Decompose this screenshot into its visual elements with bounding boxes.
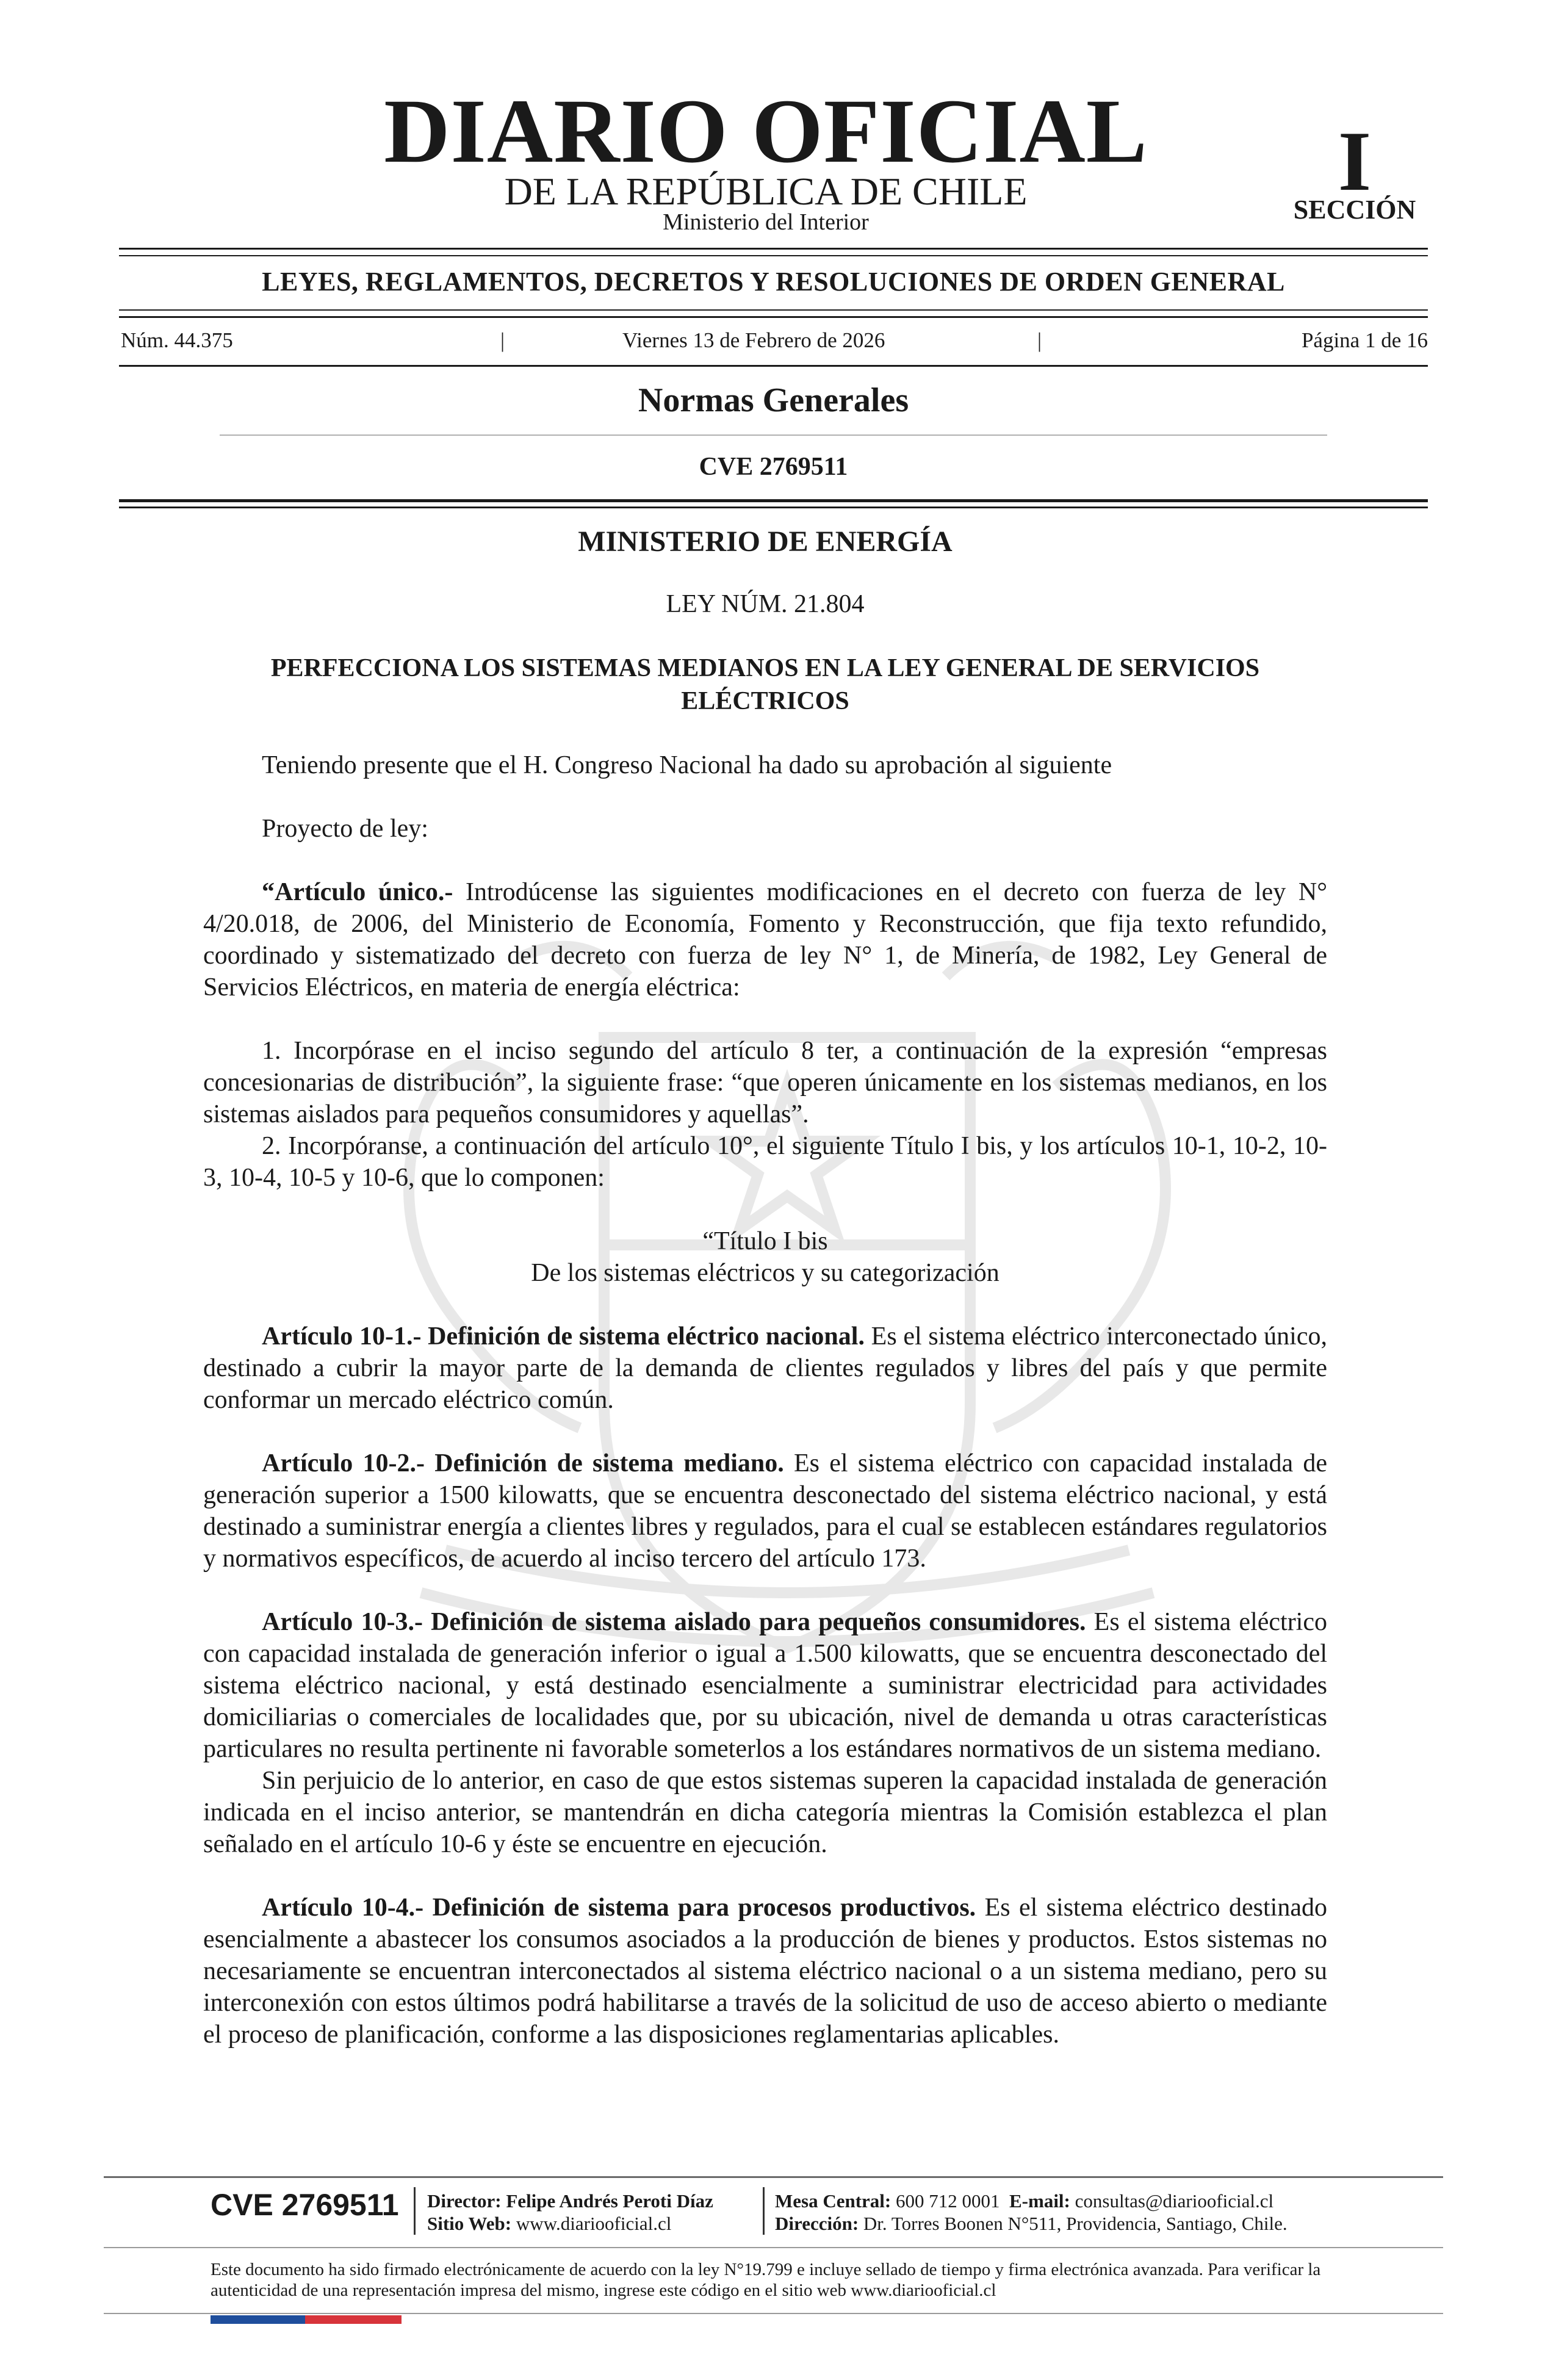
footer-director-block — [427, 2190, 713, 2235]
titulo-bis-subtitle: De los sistemas eléctricos y su categorización — [531, 1259, 1000, 1287]
issue-page: Página 1 de 16 — [1301, 328, 1428, 352]
law-title: PERFECCIONA LOS SISTEMAS MEDIANOS EN LA LEY GENERAL DE SERVICIOS ELÉCTRICOS — [270, 654, 1260, 715]
footer-divider — [763, 2187, 765, 2235]
issue-separator: | — [500, 328, 505, 352]
item-2: 2. Incorpóranse, a continuación del artículo 10°, el siguiente Título I bis, y los artículos 10-1, 10-2, 10-3, 10-4, 10-5 y 10-6, que lo componen: — [203, 1132, 1327, 1192]
article-10-2-lead: Artículo 10-2.- Definición de sistema mediano. — [262, 1449, 784, 1477]
article-10-3-text: Es el sistema eléctrico con capacidad instalada de generación inferior o igual a 1.500 kilowatts, que se encuentra desconectado del sistema eléctrico nacional, y está destinado esencialmente a suministrar electricidad para actividades domiciliarias o comerciales de localidades que, por su ubicación, nivel de demanda u otras características particulares no resulta pertinente ni favorable someterlos a los estándares normativos de un sistema mediano. — [203, 1608, 1327, 1763]
cve-code: CVE 2769511 — [699, 453, 848, 481]
section-number: I — [1338, 114, 1372, 209]
article-10-1 — [203, 1321, 1327, 1416]
footer-contact-block — [775, 2190, 1288, 2235]
item-1: 1. Incorpórase en el inciso segundo del artículo 8 ter, a continuación de la expresión “empresas concesionarias de distribución”, la siguiente frase: “que operen únicamente en los sistemas medianos, en los sistemas aislados para pequeños consumidores y aquellas”. — [203, 1037, 1327, 1128]
articulo-unico — [203, 876, 1327, 1003]
mesa-label: Mesa Central: — [775, 2190, 891, 2212]
address-text: Dr. Torres Boonen N°511, Providencia, Santiago, Chile. — [863, 2213, 1288, 2234]
proyecto-label: Proyecto de ley: — [262, 815, 428, 843]
web-label: Sitio Web: — [427, 2213, 512, 2234]
article-10-3-lead: Artículo 10-3.- Definición de sistema aislado para pequeños consumidores. — [262, 1608, 1086, 1636]
email-link[interactable]: consultas@diariooficial.cl — [1075, 2190, 1274, 2212]
section-label: SECCIÓN — [1293, 195, 1416, 225]
masthead-title: DIARIO OFICIAL — [384, 81, 1148, 182]
article-10-2 — [203, 1448, 1327, 1574]
ministry-heading: MINISTERIO DE ENERGÍA — [578, 525, 953, 558]
footer-rule — [104, 2176, 1443, 2178]
header-rule — [119, 316, 1428, 318]
articulo-unico-text: Introdúcense las siguientes modificaciones en el decreto con fuerza de ley N° 4/20.018, de 2006, del Ministerio de Economía, Fomento y Reconstrucción, que fija texto refundido, coordinado y sistematizado del decreto con fuerza de ley N° 1, de Minería, de 1982, Ley General de Servicios Eléctricos, en materia de energía eléctrica: — [203, 878, 1327, 1001]
header-rule — [119, 309, 1428, 311]
director-name: Felipe Andrés Peroti Díaz — [506, 2190, 713, 2212]
footer-rule — [104, 2247, 1443, 2248]
footer-rule — [104, 2313, 1443, 2314]
articulo-unico-lead: “Artículo único.- — [262, 878, 453, 906]
header-rule — [119, 365, 1428, 367]
intro-paragraph: Teniendo presente que el H. Congreso Nacional ha dado su aprobación al siguiente — [262, 751, 1112, 779]
masthead-ministry: Ministerio del Interior — [663, 209, 869, 235]
article-10-1-text: Es el sistema eléctrico interconectado único, destinado a cubrir la mayor parte de la demanda de clientes regulados y libres del país y que permite conformar un mercado eléctrico común. — [203, 1322, 1327, 1414]
article-10-4-text: Es el sistema eléctrico destinado esencialmente a abastecer los consumos asociados a la producción de bienes y productos. Estos sistemas no necesariamente se encuentran interconectados al sistema eléctrico nacional o a un sistema mediano, pero su interconexión con estos últimos podrá habilitarse a través de la solicitud de uso de acceso abierto o mediante el proceso de planificación, conforme a las disposiciones reglamentarias aplicables. — [203, 1894, 1327, 2049]
header-rule — [119, 248, 1428, 250]
header-rule — [119, 507, 1428, 508]
address-label: Dirección: — [775, 2213, 859, 2234]
email-label: E-mail: — [1009, 2190, 1070, 2212]
titulo-bis: “Título I bis — [702, 1227, 828, 1255]
issue-date: Viernes 13 de Febrero de 2026 — [622, 328, 885, 352]
mesa-phone: 600 712 0001 — [896, 2190, 1000, 2212]
flag-bar-red — [305, 2315, 402, 2324]
web-link[interactable]: www.diariooficial.cl — [516, 2213, 672, 2234]
header-rule — [119, 255, 1428, 256]
flag-bar-blue — [211, 2315, 305, 2324]
article-10-4-lead: Artículo 10-4.- Definición de sistema para procesos productivos. — [262, 1894, 976, 1922]
article-10-3-paragraph-2: Sin perjuicio de lo anterior, en caso de que estos sistemas superen la capacidad instalada de generación indicada en el inciso anterior, se mantendrán en dicha categoría mientras la Comisión establezca el plan señalado en el artículo 10-6 y éste se encuentre en ejecución. — [203, 1767, 1327, 1858]
footer-divider — [414, 2187, 416, 2235]
document-body — [203, 525, 1327, 2050]
section-band-title: LEYES, REGLAMENTOS, DECRETOS Y RESOLUCIONES DE ORDEN GENERAL — [262, 267, 1285, 297]
issue-separator: | — [1037, 328, 1042, 352]
law-number: LEY NÚM. 21.804 — [666, 590, 865, 618]
issue-number: Núm. 44.375 — [121, 328, 233, 352]
article-10-3 — [203, 1606, 1327, 1765]
footer-legal-notice: Este documento ha sido firmado electrónicamente de acuerdo con la ley N°19.799 e incluye sellado de tiempo y firma electrónica avanzada. Para verificar la autenticidad de una representación impresa del mismo, ingrese este código en el sitio web www.diariooficial.cl — [211, 2260, 1321, 2300]
header-rule — [119, 499, 1428, 502]
category-divider — [220, 435, 1327, 436]
article-10-2-text: Es el sistema eléctrico con capacidad instalada de generación superior a 1500 kilowatts, que se encuentra desconectado del sistema eléctrico nacional, y está destinado a suministrar energía a clientes libres y regulados, para el cual se establecen estándares regulatorios y normativos específicos, de acuerdo al inciso tercero del artículo 173. — [203, 1449, 1327, 1573]
article-10-4 — [203, 1892, 1327, 2050]
masthead-subtitle: DE LA REPÚBLICA DE CHILE — [504, 170, 1028, 213]
category-title: Normas Generales — [638, 381, 909, 419]
footer-cve: CVE 2769511 — [211, 2188, 399, 2222]
director-label: Director: — [427, 2190, 502, 2212]
article-10-1-lead: Artículo 10-1.- Definición de sistema eléctrico nacional. — [262, 1322, 865, 1350]
